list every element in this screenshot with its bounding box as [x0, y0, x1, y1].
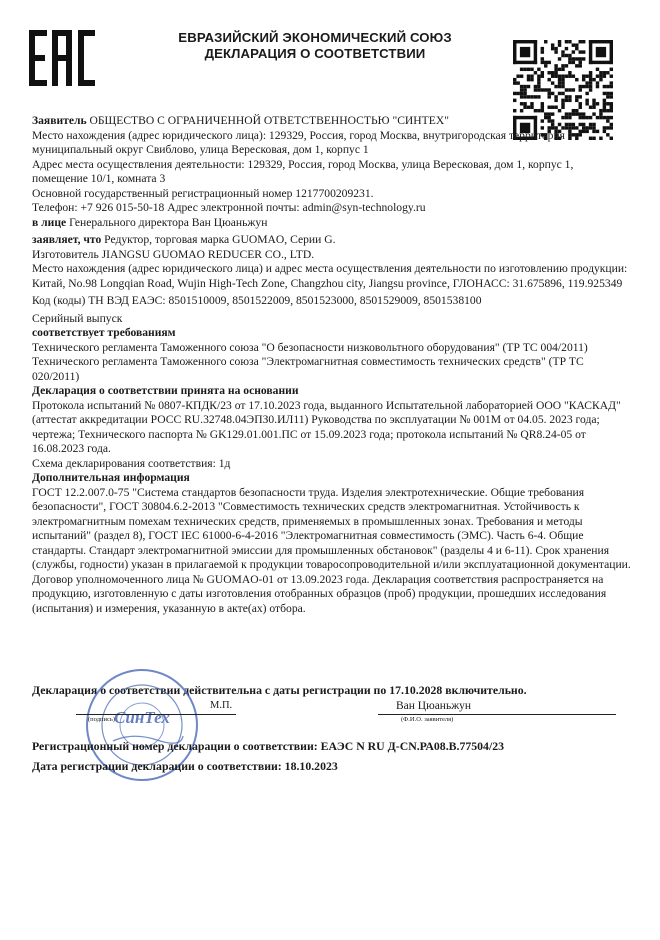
name-line: [378, 714, 616, 715]
declaration-title: ДЕКЛАРАЦИЯ О СООТВЕТСТВИИ: [204, 46, 426, 61]
manufacturer: Изготовитель JIANGSU GUOMAO REDUCER CO., LTD.: [32, 247, 315, 261]
applicant-label: Заявитель: [32, 114, 87, 127]
signature-line: [76, 714, 236, 715]
hs-codes: Код (коды) ТН ВЭД ЕАЭС: 8501510009, 8501522009, 8501523000, 8501529009, 8501538100: [32, 294, 482, 307]
applicant-name: ОБЩЕСТВО С ОГРАНИЧЕННОЙ ОТВЕТСТВЕННОСТЬЮ "СИНТЕХ": [86, 114, 449, 127]
requirement-item: Технического регламента Таможенного союза "О безопасности низковольтного оборудования" (ТР ТС 004/2011): [32, 340, 588, 354]
applicant-legal-address: Место нахождения (адрес юридического лица): 129329, Россия, город Москва, внутригородская территория муниципальный округ Свиблово, улица Вересковая, дом 1, корпус 1: [32, 128, 565, 156]
product-line: [32, 233, 632, 248]
signer-name: Ван Цюаньжун: [396, 700, 472, 712]
registration-number: Регистрационный номер декларации о соответствии: ЕАЭС N RU Д-CN.РА08.В.77504/23: [32, 739, 505, 753]
validity-text: Декларация о соответствии действительна с даты регистрации по 17.10.2028 включительно.: [32, 683, 527, 697]
applicant-contacts: Телефон: +7 926 015-50-18 Адрес электронной почты: admin@syn-technology.ru: [32, 201, 426, 214]
person-label: в лице: [32, 215, 67, 229]
logo-text: EAC: [28, 28, 30, 29]
stamp-text: СинТех: [114, 708, 170, 727]
contract-text: Договор уполномоченного лица № GUOMAO-01 от 13.09.2023 года. Декларация соответствия распространяется на продукцию, изготовленную с даты изготовления отобранных образцов (проб) продукции, прошедших исследования (испытания) и измерения, указанную в акте(ах) отбора.: [32, 572, 607, 615]
additional-label: Дополнительная информация: [32, 471, 190, 484]
declaration-body: [32, 114, 632, 616]
eac-logo: [28, 28, 96, 88]
basis-label: Декларация о соответствии принята на основании: [32, 384, 299, 397]
person-name: Генерального директора Ван Цюаньжун: [66, 215, 268, 229]
declares-label: заявляет, что: [32, 233, 102, 246]
basis-text: Протокола испытаний № 0807-КПДК/23 от 17.10.2023 года, выданного Испытательной лабораторией ООО "КАСКАД" (аттестат аккредитации РОСС RU.32748.04ЭПЗ0.ИЛ11) Руководства по эксплуатации № 001M от 04.05. 2023 года; чертежа; Технического паспорта № GK129.01.001.ПС от 15.09.2023 года; протокола испытаний № QR8.24-05 от 16.08.2023 года.: [32, 398, 621, 455]
signature-row: [76, 700, 616, 732]
union-title: ЕВРАЗИЙСКИЙ ЭКОНОМИЧЕСКИЙ СОЮЗ: [178, 30, 452, 45]
applicant-person: [32, 216, 632, 231]
applicant-ogrn: Основной государственный регистрационный номер 1217700209231.: [32, 186, 374, 200]
product-name: Редуктор, торговая марка GUOMAO, Серии G.: [101, 233, 336, 246]
applicant-activity-address: Адрес места осуществления деятельности: 129329, Россия, город Москва, улица Вересковая, дом 1, корпус 1, помещение 10/1, комната 3: [32, 157, 574, 185]
applicant-line: [32, 114, 632, 129]
registration-date: Дата регистрации декларации о соответствии: 18.10.2023: [32, 759, 338, 773]
signature-caption: (подпись): [88, 716, 115, 723]
manufacturer-address: Место нахождения (адрес юридического лица) и адрес места осуществления деятельности по изготовлению продукции: Китай, No.98 Longqian Road, Wujin High-Tech Zone, Changzhou city, Jiangsu province, ГЛОНАСС: 31.675896, 119.925349: [32, 262, 628, 290]
additional-text: ГОСТ 12.2.007.0-75 "Система стандартов безопасности труда. Изделия электротехнические. Общие требования безопасности", ГОСТ 30804.6.2-2013 "Совместимость технических средств электромагнитная. Устойчивость к электромагнитным помехам технических средств, применяемых в промышленных зонах. Требования и методы испытаний" (раздел 8), ГОСТ IEC 61000-6-4-2016 "Электромагнитная совместимость (ЭМС). Часть 6-4. Общие стандарты. Стандарт электромагнитной эмиссии для промышленных обстановок" (разделы 4 и 6-11). Срок хранения (службы, годности) указан в прилагаемой к продукции товаросопроводительной и/или эксплуатационной документации.: [32, 485, 631, 571]
name-caption: (Ф.И.О. заявителя): [401, 716, 454, 723]
batch-type: Серийный выпуск: [32, 311, 123, 325]
scheme: Схема декларирования соответствия: 1д: [32, 456, 231, 470]
requirements-label: соответствует требованиям: [32, 326, 176, 339]
mp-label: М.П.: [210, 700, 233, 711]
document-header: [140, 30, 490, 62]
requirement-item: Технического регламента Таможенного союза "Электромагнитная совместимость технических средств" (ТР ТС 020/2011): [32, 355, 584, 383]
